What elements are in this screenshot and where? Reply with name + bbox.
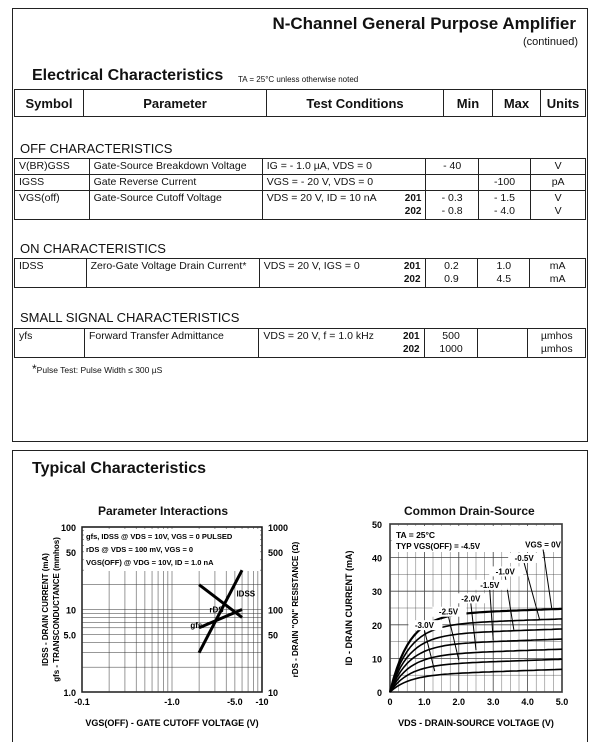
units-cell: mA mA [530, 259, 586, 288]
max-cell [478, 329, 528, 358]
legend-entry: rDS @ VDS = 100 mV, VGS = 0 [86, 545, 194, 554]
x-tick-label: -5.0 [227, 697, 243, 707]
x-tick-label: -1.0 [164, 697, 180, 707]
curve-label: -3.0V [414, 621, 434, 631]
curve-label: -2.0V [461, 594, 481, 604]
device-number: 201 202 [403, 261, 421, 285]
off-section-title: OFF CHARACTERISTICS [20, 141, 173, 156]
x-tick-label: 1.0 [418, 697, 431, 707]
y-tick-label: 30 [371, 587, 382, 598]
page-title: N-Channel General Purpose Amplifier [272, 14, 576, 33]
y-tick-label: 50 [65, 547, 76, 558]
table-header [14, 89, 586, 117]
x-tick-label: -10 [255, 697, 269, 707]
y-tick-label: 100 [60, 523, 76, 533]
parameter-cell: Gate Reverse Current [89, 175, 262, 191]
max-cell: -100 [478, 175, 530, 191]
y-tick-label: 10 [65, 605, 76, 616]
annotation-vgs: TYP VGS(OFF) = -4.5V [396, 542, 481, 551]
annotation-temp: TA = 25°C [396, 530, 436, 540]
curve-label: -1.5V [480, 580, 500, 590]
x-axis-label: VGS(OFF) - GATE CUTOFF VOLTAGE (V) [85, 718, 259, 728]
col-max: Max [493, 90, 541, 117]
chart1-title: Parameter Interactions [98, 504, 229, 518]
min-cell: 0.2 0.9 [425, 259, 478, 288]
y2-tick-label: 1000 [268, 523, 289, 533]
symbol-cell: VGS(off) [15, 191, 90, 220]
col-min: Min [444, 90, 493, 117]
series-label: rDS [209, 605, 224, 615]
y2-tick-label: 100 [268, 605, 284, 616]
small-table [14, 328, 586, 358]
y-axis-label: IDSS - DRAIN CURRENT (mA) gfs - TRANSCONDUCTANCE (mmhos) [41, 537, 61, 682]
legend-entry: VGS(OFF) @ VDG = 10V, ID = 1.0 nA [86, 558, 214, 567]
max-cell: 1.0 4.5 [478, 259, 530, 288]
device-number: 201 202 [404, 193, 422, 217]
parameter-cell: Zero-Gate Voltage Drain Current* [86, 259, 259, 288]
table-row [15, 259, 586, 288]
symbol-cell: V(BR)GSS [15, 159, 90, 175]
footnote: *Pulse Test: Pulse Width ≤ 300 µS [32, 362, 163, 376]
y-tick-label: 0 [376, 688, 382, 698]
conditions-cell: VGS = - 20 V, VDS = 0 [262, 175, 426, 191]
col-parameter: Parameter [84, 90, 267, 117]
conditions-cell: IG = - 1.0 µA, VDS = 0 [262, 159, 426, 175]
y-tick-label: 40 [371, 553, 382, 564]
electrical-note: TA = 25°C unless otherwise noted [238, 75, 359, 84]
col-units: Units [541, 90, 586, 117]
x-tick-label: 2.0 [452, 697, 466, 707]
y-tick-label: 20 [371, 620, 382, 631]
y2-tick-label: 500 [268, 547, 284, 558]
max-cell: - 1.5 - 4.0 [478, 191, 530, 220]
series-label: gfs [190, 620, 203, 630]
curve-label: VGS = 0V [525, 540, 561, 550]
min-cell [426, 175, 478, 191]
legend-entry: gfs, IDSS @ VDS = 10V, VGS = 0 PULSED [86, 532, 233, 541]
min-cell: - 40 [426, 159, 478, 175]
min-cell: 500 1000 [424, 329, 478, 358]
y-tick-label: 5.0 [63, 630, 76, 641]
table-row [15, 159, 586, 175]
units-cell: µmhos µmhos [528, 329, 586, 358]
units-cell: V [531, 159, 586, 175]
y-tick-label: 50 [371, 520, 382, 530]
y-tick-label: 10 [371, 654, 382, 665]
on-section-title: ON CHARACTERISTICS [20, 241, 166, 256]
common-drain-source-chart [300, 512, 600, 742]
curve-label: -0.5V [514, 553, 534, 563]
units-cell: pA [531, 175, 586, 191]
conditions-cell: 201 202 VDS = 20 V, ID = 10 nA [262, 191, 426, 220]
series-label: IDSS [236, 589, 256, 599]
device-number: 201 202 [402, 331, 420, 355]
table-row [15, 191, 586, 220]
y2-tick-label: 50 [268, 630, 279, 641]
x-tick-label: 3.0 [486, 697, 500, 707]
x-tick-label: 0 [387, 697, 393, 707]
page-subtitle: (continued) [522, 36, 578, 48]
y2-axis-label: rDS - DRAIN "ON" RESISTANCE (Ω) [291, 541, 300, 678]
y2-tick-label: 10 [268, 688, 279, 698]
off-table [14, 158, 586, 220]
table-row [15, 329, 586, 358]
small-section-title: SMALL SIGNAL CHARACTERISTICS [20, 310, 240, 325]
symbol-cell: IDSS [15, 259, 87, 288]
on-table [14, 258, 586, 288]
electrical-title: Electrical Characteristics [32, 67, 224, 84]
curve-label: -2.5V [438, 607, 459, 617]
x-tick-label: -0.1 [74, 697, 90, 707]
max-cell [478, 159, 530, 175]
x-tick-label: 5.0 [555, 697, 569, 707]
symbol-cell: IGSS [15, 175, 90, 191]
y-tick-label: 1.0 [63, 688, 76, 698]
col-symbol: Symbol [15, 90, 84, 117]
min-cell: - 0.3 - 0.8 [426, 191, 478, 220]
conditions-cell: 201 202 VDS = 20 V, f = 1.0 kHz [259, 329, 424, 358]
col-conditions: Test Conditions [267, 90, 444, 117]
table-row [15, 175, 586, 191]
parameter-cell: Forward Transfer Admittance [85, 329, 259, 358]
parameter-cell: Gate-Source Breakdown Voltage [89, 159, 262, 175]
parameter-cell: Gate-Source Cutoff Voltage [89, 191, 262, 220]
y-axis-label: ID - DRAIN CURRENT (mA) [344, 550, 354, 666]
curve-label: -1.0V [495, 567, 515, 577]
conditions-cell: 201 202 VDS = 20 V, IGS = 0 [259, 259, 425, 288]
parameter-interactions-chart [0, 512, 300, 742]
typical-title: Typical Characteristics [32, 460, 207, 477]
symbol-cell: yfs [15, 329, 85, 358]
leader-line [543, 550, 552, 608]
x-tick-label: 4.0 [521, 697, 534, 707]
chart2-title: Common Drain-Source [404, 504, 535, 518]
x-axis-label: VDS - DRAIN-SOURCE VOLTAGE (V) [398, 718, 554, 728]
units-cell: V V [531, 191, 586, 220]
